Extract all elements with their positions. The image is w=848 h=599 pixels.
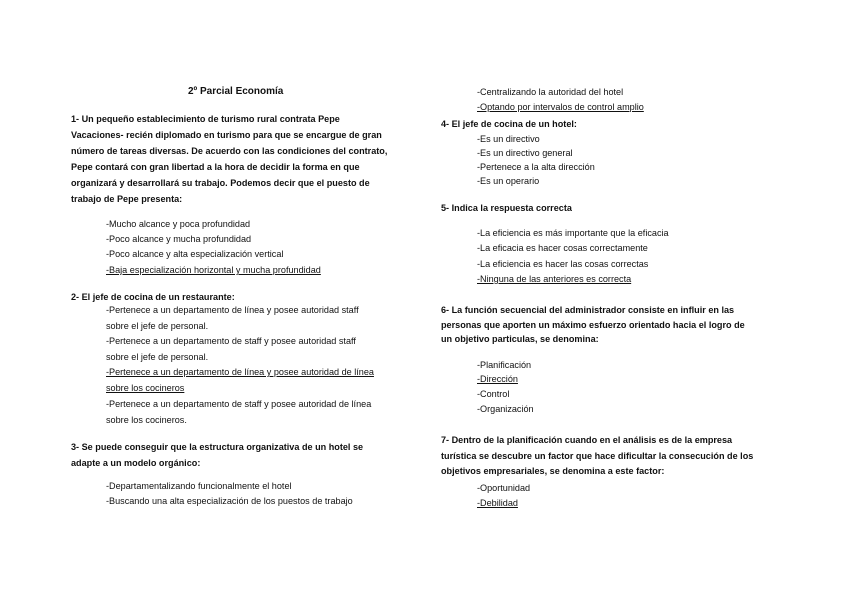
question-6-text-line: un objetivo particulas, se denomina: [441, 334, 599, 344]
question-3-text-line: adapte a un modelo orgánico: [71, 458, 201, 468]
question-7-correct-option: -Debilidad [477, 498, 518, 508]
question-5-option: -La eficiencia es hacer las cosas correctas [477, 259, 649, 269]
question-3-option: -Centralizando la autoridad del hotel [477, 87, 624, 97]
question-6-option: -Organización [477, 404, 534, 414]
question-6-text-line: personas que aporten un máximo esfuerzo orientado hacia el logro de [441, 320, 745, 330]
question-1-text-line: 1- Un pequeño establecimiento de turismo rural contrata Pepe [71, 114, 340, 124]
question-6-option: -Planificación [477, 360, 532, 370]
question-4-option: -Es un operario [477, 176, 540, 186]
question-2-correct-option-line: sobre los cocineros [106, 383, 185, 393]
question-1-correct-option: -Baja especialización horizontal y mucha profundidad [106, 265, 321, 275]
question-7-text-line: turística se descubre un factor que hace dificultar la consecución de los [441, 451, 754, 461]
question-3-correct-option: -Optando por intervalos de control amplio [477, 102, 644, 112]
question-3-text-line: 3- Se puede conseguir que la estructura organizativa de un hotel se [71, 442, 364, 452]
question-2-option-line: -Pertenece a un departamento de línea y posee autoridad staff [106, 305, 359, 315]
question-4-option: -Es un directivo general [477, 148, 573, 158]
question-1-option: -Poco alcance y alta especialización vertical [106, 249, 284, 259]
question-1-text-line: Pepe contará con gran libertad a la hora de decidir la forma en que [71, 162, 360, 172]
question-2-option-line: sobre el jefe de personal. [106, 352, 209, 362]
question-1-option: -Mucho alcance y poca profundidad [106, 219, 251, 229]
question-2-correct-option-line: -Pertenece a un departamento de línea y posee autoridad de línea [106, 367, 374, 377]
question-1-text-line: número de tareas diversas. De acuerdo con las condiciones del contrato, [71, 146, 388, 156]
question-5-option: -La eficiencia es más importante que la eficacia [477, 228, 669, 238]
question-2-option-line: -Pertenece a un departamento de staff y posee autoridad de línea [106, 399, 372, 409]
question-7-option: -Oportunidad [477, 483, 531, 493]
question-6-option: -Control [477, 389, 510, 399]
question-1-text-line: trabajo de Pepe presenta: [71, 194, 183, 204]
question-4-option: -Pertenece a la alta dirección [477, 162, 595, 172]
question-7-text-line: 7- Dentro de la planificación cuando en el análisis es de la empresa [441, 435, 733, 445]
question-2-text: 2- El jefe de cocina de un restaurante: [71, 292, 235, 302]
question-5-option: -La eficacia es hacer cosas correctamente [477, 243, 648, 253]
question-3-option: -Buscando una alta especialización de los puestos de trabajo [106, 496, 353, 506]
question-2-option-line: sobre el jefe de personal. [106, 321, 209, 331]
question-4-option: -Es un directivo [477, 134, 540, 144]
question-1-option: -Poco alcance y mucha profundidad [106, 234, 252, 244]
question-6-text-line: 6- La función secuencial del administrador consiste en influir en las [441, 305, 735, 315]
question-2-option-line: sobre los cocineros. [106, 415, 187, 425]
question-3-option: -Departamentalizando funcionalmente el hotel [106, 481, 292, 491]
question-1-text-line: Vacaciones- recién diplomado en turismo para que se encargue de gran [71, 130, 382, 140]
question-7-text-line: objetivos empresariales, se denomina a este factor: [441, 466, 665, 476]
page-title: 2º Parcial Economía [188, 86, 284, 97]
question-1-text-line: organizará y desarrollará su trabajo. Podemos decir que el puesto de [71, 178, 370, 188]
question-6-correct-option: -Dirección [477, 374, 518, 384]
question-2-option-line: -Pertenece a un departamento de staff y posee autoridad staff [106, 336, 356, 346]
question-5-text: 5- Indica la respuesta correcta [441, 203, 572, 213]
question-4-text: 4- El jefe de cocina de un hotel: [441, 119, 577, 129]
question-5-correct-option: -Ninguna de las anteriores es correcta [477, 274, 632, 284]
